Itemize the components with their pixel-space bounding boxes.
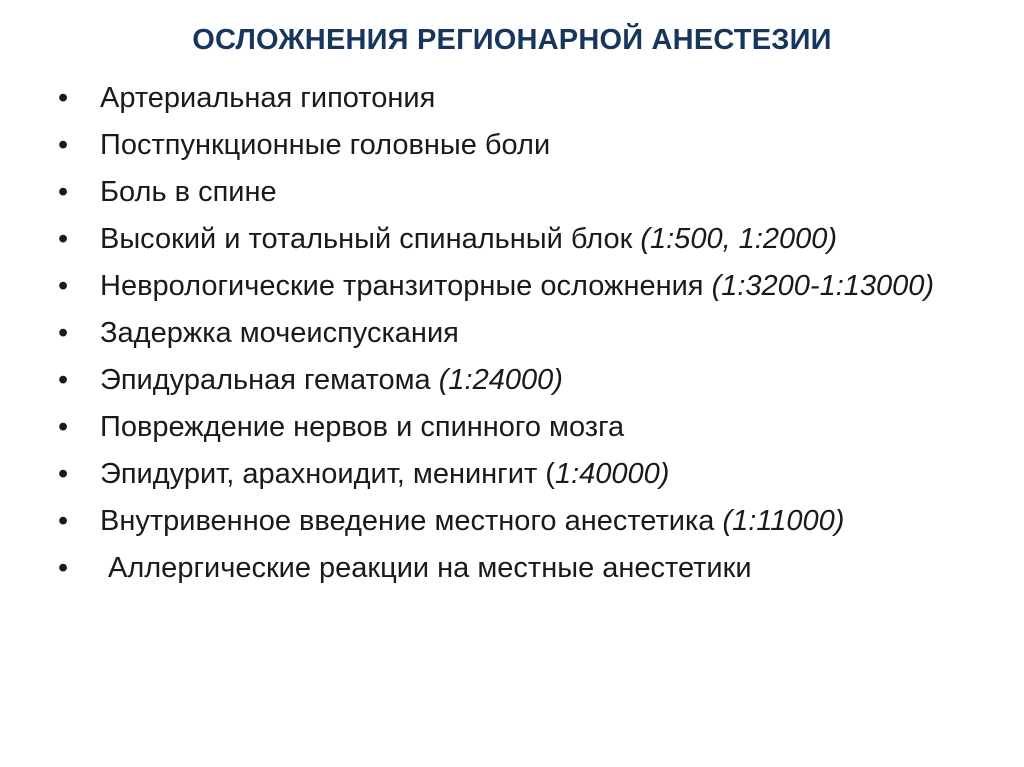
bullet-icon: • [58, 223, 69, 255]
list-item [58, 80, 998, 117]
bullet-icon: • [58, 129, 69, 161]
item-incidence: (1:3200-1:13000) [711, 270, 935, 302]
item-text: Аллергические реакции на местные анестетики [108, 552, 752, 584]
item-text: Боль в спине [100, 176, 277, 208]
item-text: Внутривенное введение местного анестетика [100, 505, 723, 537]
bullet-icon: • [58, 552, 69, 584]
bullet-icon: • [58, 505, 69, 537]
slide-title: ОСЛОЖНЕНИЯ РЕГИОНАРНОЙ АНЕСТЕЗИИ [192, 24, 832, 56]
item-incidence: (1:24000) [438, 364, 563, 396]
complications-list [58, 80, 998, 597]
list-item [58, 127, 998, 164]
list-item [58, 503, 998, 540]
item-text: Задержка мочеиспускания [100, 317, 459, 349]
bullet-icon: • [58, 411, 69, 443]
bullet-icon: • [58, 176, 69, 208]
item-text: Повреждение нервов и спинного мозга [100, 411, 625, 443]
item-text: Эпидурит, арахноидит, менингит ( [100, 458, 555, 490]
bullet-icon: • [58, 317, 69, 349]
bullet-icon: • [58, 364, 69, 396]
item-incidence: (1:500, 1:2000) [640, 223, 838, 255]
list-item [58, 315, 998, 352]
list-item [58, 174, 998, 211]
list-item [58, 456, 998, 493]
bullet-icon: • [58, 270, 69, 302]
item-text: Артериальная гипотония [100, 82, 436, 114]
list-item [58, 268, 998, 305]
item-text: Эпидуральная гематома [100, 364, 439, 396]
list-item [58, 409, 998, 446]
item-incidence: 1:40000) [554, 458, 670, 490]
list-item [58, 550, 998, 587]
bullet-icon: • [58, 82, 69, 114]
list-item [58, 221, 998, 258]
item-text: Высокий и тотальный спинальный блок [100, 223, 641, 255]
list-item [58, 362, 998, 399]
bullet-icon: • [58, 458, 69, 490]
item-incidence: (1:11000) [722, 505, 845, 537]
item-text: Неврологические транзиторные осложнения [100, 270, 712, 302]
item-text: Постпункционные головные боли [100, 129, 551, 161]
